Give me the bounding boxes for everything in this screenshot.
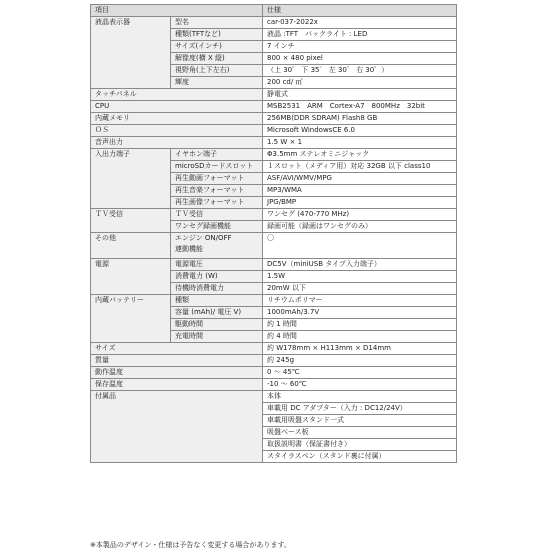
table-row bbox=[91, 89, 457, 101]
value-cell: 200 cd/ ㎡ bbox=[263, 77, 457, 89]
table-row bbox=[91, 137, 457, 149]
subcategory-cell: 消費電力 (W) bbox=[171, 271, 263, 283]
value-cell: Microsoft WindowsCE 6.0 bbox=[263, 125, 457, 137]
category-cell: 電源 bbox=[91, 259, 171, 295]
value-cell: 約 245g bbox=[263, 355, 457, 367]
spec-table bbox=[90, 4, 457, 463]
table-row bbox=[91, 209, 457, 221]
table-row bbox=[91, 149, 457, 161]
header-item: 項目 bbox=[91, 5, 263, 17]
subcategory-cell: 視野角(上下左右) bbox=[171, 65, 263, 77]
subcategory-cell: イヤホン端子 bbox=[171, 149, 263, 161]
subcategory-cell: 型名 bbox=[171, 17, 263, 29]
category-cell: サイズ bbox=[91, 343, 263, 355]
value-cell: JPG/BMP bbox=[263, 197, 457, 209]
value-cell: 1000mAh/3.7V bbox=[263, 307, 457, 319]
subcategory-cell: サイズ(インチ) bbox=[171, 41, 263, 53]
subcategory-line: 連動機能 bbox=[175, 245, 203, 253]
value-cell: ワンセグ (470-770 MHz) bbox=[263, 209, 457, 221]
value-cell: 車載用 DC アダプター（入力 : DC12/24V） bbox=[263, 403, 457, 415]
table-row bbox=[91, 259, 457, 271]
value-cell: MP3/WMA bbox=[263, 185, 457, 197]
table-row bbox=[91, 233, 457, 259]
category-cell: 動作温度 bbox=[91, 367, 263, 379]
table-row bbox=[91, 355, 457, 367]
value-cell: ASF/AVI/WMV/MPG bbox=[263, 173, 457, 185]
category-cell: ＴＶ受信 bbox=[91, 209, 171, 233]
value-cell: 1.5 W × 1 bbox=[263, 137, 457, 149]
value-cell: 本体 bbox=[263, 391, 457, 403]
subcategory-cell: 再生画像フォーマット bbox=[171, 197, 263, 209]
value-cell: スタイラスペン（スタンド裏に付属） bbox=[263, 451, 457, 463]
category-cell: 付属品 bbox=[91, 391, 263, 463]
table-row bbox=[91, 113, 457, 125]
subcategory-cell: 充電時間 bbox=[171, 331, 263, 343]
value-cell: １スロット（メディア用）対応 32GB 以下 class10 bbox=[263, 161, 457, 173]
value-cell: （上 30゜ 下 35゜ 左 30゜ 右 30゜） bbox=[263, 65, 457, 77]
subcategory-cell: ＴＶ受信 bbox=[171, 209, 263, 221]
value-cell: 1.5W bbox=[263, 271, 457, 283]
value-cell: -10 ～ 60℃ bbox=[263, 379, 457, 391]
value-cell: Φ3.5mm ステレオミニジャック bbox=[263, 149, 457, 161]
subcategory-cell: 種類(TFTなど) bbox=[171, 29, 263, 41]
subcategory-cell: 容量 (mAh)/ 電圧 V) bbox=[171, 307, 263, 319]
subcategory-cell: 待機時消費電力 bbox=[171, 283, 263, 295]
subcategory-cell: 再生音楽フォーマット bbox=[171, 185, 263, 197]
value-cell: リチウムポリマー bbox=[263, 295, 457, 307]
subcategory-cell: 電源電圧 bbox=[171, 259, 263, 271]
value-cell: 約 1 時間 bbox=[263, 319, 457, 331]
subcategory-cell: 解像度(横 X 縦) bbox=[171, 53, 263, 65]
subcategory-cell: 種類 bbox=[171, 295, 263, 307]
category-cell: 入出力端子 bbox=[91, 149, 171, 209]
category-cell: CPU bbox=[91, 101, 263, 113]
subcategory-cell: ワンセグ録画機能 bbox=[171, 221, 263, 233]
category-cell: 保存温度 bbox=[91, 379, 263, 391]
category-cell: 音声出力 bbox=[91, 137, 263, 149]
category-cell: その他 bbox=[91, 233, 171, 259]
table-row bbox=[91, 379, 457, 391]
header-spec: 仕様 bbox=[263, 5, 457, 17]
value-cell: 約 4 時間 bbox=[263, 331, 457, 343]
subcategory-line: エンジン ON/OFF bbox=[175, 234, 232, 242]
value-cell: 20mW 以下 bbox=[263, 283, 457, 295]
table-header-row bbox=[91, 5, 457, 17]
subcategory-cell: 輝度 bbox=[171, 77, 263, 89]
table-row bbox=[91, 125, 457, 137]
category-cell: ＯＳ bbox=[91, 125, 263, 137]
value-cell: 車載用吸盤スタンド一式 bbox=[263, 415, 457, 427]
table-row bbox=[91, 343, 457, 355]
value-cell: 静電式 bbox=[263, 89, 457, 101]
subcategory-cell: 駆動時間 bbox=[171, 319, 263, 331]
value-cell: 取扱説明書（保証書付き） bbox=[263, 439, 457, 451]
value-cell: 256MB(DDR SDRAM) Flash8 GB bbox=[263, 113, 457, 125]
table-row bbox=[91, 295, 457, 307]
subcategory-cell: microSDカードスロット bbox=[171, 161, 263, 173]
value-cell: 吸盤ベース板 bbox=[263, 427, 457, 439]
value-cell: 800 × 480 pixel bbox=[263, 53, 457, 65]
value-cell: MSB2531 ARM Cortex-A7 800MHz 32bit bbox=[263, 101, 457, 113]
table-row bbox=[91, 391, 457, 403]
value-cell: 約 W178mm × H113mm × D14mm bbox=[263, 343, 457, 355]
value-cell: 0 ～ 45℃ bbox=[263, 367, 457, 379]
category-cell: 内蔵バッテリー bbox=[91, 295, 171, 343]
category-cell: 内蔵メモリ bbox=[91, 113, 263, 125]
category-cell: 質量 bbox=[91, 355, 263, 367]
table-row bbox=[91, 17, 457, 29]
spec-table-body bbox=[91, 5, 457, 463]
subcategory-cell: 再生動画フォーマット bbox=[171, 173, 263, 185]
footnote: ※本製品のデザイン・仕様は予告なく変更する場合があります。 bbox=[90, 541, 291, 549]
category-cell: タッチパネル bbox=[91, 89, 263, 101]
value-cell: 録画可能（録画はワンセグのみ） bbox=[263, 221, 457, 233]
value-cell: car-037-2022x bbox=[263, 17, 457, 29]
table-row bbox=[91, 101, 457, 113]
category-cell: 液晶表示器 bbox=[91, 17, 171, 89]
value-cell: 液晶 :TFT バックライト : LED bbox=[263, 29, 457, 41]
value-cell: 7 インチ bbox=[263, 41, 457, 53]
value-cell: DC5V（miniUSB タイプ入力端子） bbox=[263, 259, 457, 271]
table-row bbox=[91, 367, 457, 379]
value-cell: 〇 bbox=[263, 233, 457, 259]
subcategory-cell bbox=[171, 233, 263, 259]
